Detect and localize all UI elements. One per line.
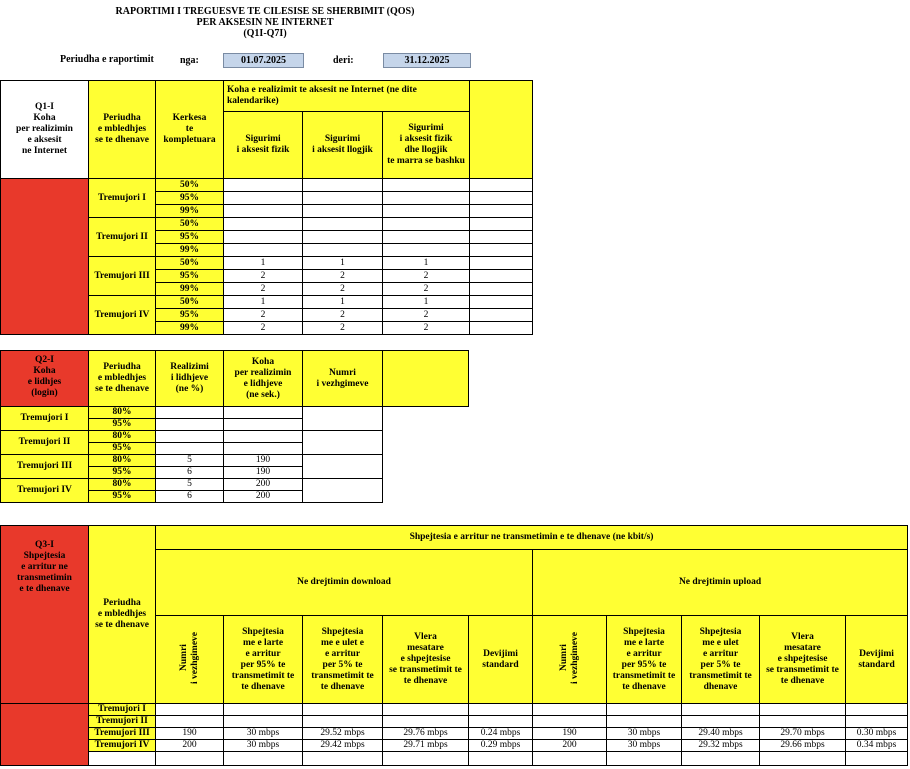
q1-quarter-label: Tremujori III — [89, 257, 156, 296]
q1-extra-cell[interactable] — [470, 218, 533, 231]
report-title-line-3: (Q1I-Q7I) — [243, 28, 287, 39]
q1-percent-cell: 50% — [156, 179, 224, 192]
q3-empty-cell[interactable] — [533, 752, 607, 766]
q3-empty-cell[interactable] — [383, 752, 469, 766]
q3-value-cell[interactable] — [469, 716, 533, 728]
q2-extra-cell[interactable] — [303, 479, 383, 503]
q2-extra-cell[interactable] — [303, 407, 383, 431]
q3-value-cell[interactable]: 29.76 mbps — [383, 728, 469, 740]
period-from-label: nga: — [180, 55, 199, 66]
q1-table — [0, 80, 533, 335]
q3-value-cell[interactable] — [156, 704, 224, 716]
q3-col-period: Periudha e mbledhjes se te dhenave — [89, 526, 156, 704]
q3-value-cell[interactable]: 190 — [533, 728, 607, 740]
q2-quarter-label: Tremujori IV — [1, 479, 89, 503]
q3-ul-col-count: Numri i vezhgimeve — [533, 616, 607, 704]
q1-value-cell[interactable]: 2 — [303, 270, 383, 283]
q3-value-cell[interactable] — [156, 716, 224, 728]
q2-col-time: Koha per realizimin e lidhjeve (ne sek.) — [224, 351, 303, 407]
q1-col-logical: Sigurimi i aksesit llogjik — [303, 112, 383, 179]
q2-count-cell[interactable] — [224, 419, 303, 431]
table-row — [1, 179, 533, 192]
q3-value-cell[interactable] — [224, 716, 303, 728]
q1-value-cell[interactable] — [224, 218, 303, 231]
q1-value-cell[interactable]: 2 — [224, 270, 303, 283]
q1-percent-cell: 99% — [156, 244, 224, 257]
q3-table — [0, 525, 908, 766]
q1-value-cell[interactable] — [303, 231, 383, 244]
q3-quarter-label: Tremujori III — [89, 728, 156, 740]
q1-value-cell[interactable] — [383, 231, 470, 244]
q1-value-cell[interactable] — [383, 179, 470, 192]
q3-value-cell[interactable]: 30 mbps — [224, 740, 303, 752]
q3-value-cell[interactable] — [607, 704, 682, 716]
q3-ul-col-low: Shpejtesia me e ulet e arritur per 5% te transmetimit te dhenave — [682, 616, 760, 704]
q1-percent-cell: 95% — [156, 309, 224, 322]
table-row — [1, 431, 469, 443]
q1-value-cell[interactable] — [224, 179, 303, 192]
report-title — [0, 6, 530, 39]
q1-value-cell[interactable] — [303, 192, 383, 205]
q2-percent-cell: 95% — [89, 419, 156, 431]
q1-percent-cell: 99% — [156, 205, 224, 218]
q2-quarter-label: Tremujori III — [1, 455, 89, 479]
q3-value-cell[interactable] — [760, 704, 846, 716]
q1-value-cell[interactable] — [383, 244, 470, 257]
q1-percent-cell: 99% — [156, 322, 224, 335]
table-row — [1, 479, 469, 491]
q3-dl-col-low: Shpejtesia me e ulet e e arritur per 5% te transmetimit te te dhenave — [303, 616, 383, 704]
q3-value-cell[interactable]: 29.70 mbps — [760, 728, 846, 740]
q3-value-cell[interactable] — [682, 716, 760, 728]
q1-extra-cell[interactable] — [470, 309, 533, 322]
q1-extra-cell[interactable] — [470, 192, 533, 205]
q3-value-cell[interactable]: 200 — [533, 740, 607, 752]
q3-ul-col-avg: Vlera mesatare e shpejtesise se transmetimit te te dhenave — [760, 616, 846, 704]
q2-extra-cell[interactable] — [303, 455, 383, 479]
q3-empty-cell[interactable] — [760, 752, 846, 766]
q1-value-cell[interactable]: 2 — [383, 309, 470, 322]
q2-percent-cell: 80% — [89, 407, 156, 419]
q3-value-cell[interactable]: 29.42 mbps — [303, 740, 383, 752]
q3-value-cell[interactable]: 29.71 mbps — [383, 740, 469, 752]
report-title-line-1: RAPORTIMI I TREGUESVE TE CILESISE SE SHERBIMIT (QOS) — [115, 6, 415, 17]
q2-quarter-label: Tremujori II — [1, 431, 89, 455]
q3-quarter-label: Tremujori II — [89, 716, 156, 728]
q3-value-cell[interactable] — [303, 704, 383, 716]
q2-time-cell[interactable]: 5 — [156, 479, 224, 491]
q1-value-cell[interactable]: 2 — [383, 270, 470, 283]
table-row — [1, 704, 908, 716]
q3-value-cell[interactable]: 0.34 mbps — [846, 740, 908, 752]
q1-col-both: Sigurimi i aksesit fizik dhe llogjik te marra se bashku — [383, 112, 470, 179]
q3-empty-cell[interactable] — [469, 752, 533, 766]
q2-time-cell[interactable] — [156, 431, 224, 443]
q1-code-cell: Q1-I Koha per realizimin e aksesit ne Internet — [1, 81, 89, 179]
q1-value-cell[interactable] — [383, 192, 470, 205]
q1-value-cell[interactable]: 2 — [224, 322, 303, 335]
q1-value-cell[interactable] — [224, 205, 303, 218]
table-row — [1, 455, 469, 467]
q3-value-cell[interactable]: 29.52 mbps — [303, 728, 383, 740]
q2-percent-cell: 95% — [89, 491, 156, 503]
q3-value-cell[interactable] — [607, 716, 682, 728]
q2-time-cell[interactable]: 6 — [156, 467, 224, 479]
q3-value-cell[interactable] — [533, 716, 607, 728]
q3-value-cell[interactable]: 0.29 mbps — [469, 740, 533, 752]
q1-value-cell[interactable]: 2 — [303, 322, 383, 335]
q1-value-cell[interactable]: 2 — [383, 283, 470, 296]
table-row — [1, 740, 908, 752]
q1-percent-cell: 50% — [156, 296, 224, 309]
q3-value-cell[interactable] — [303, 716, 383, 728]
q2-percent-cell: 95% — [89, 443, 156, 455]
q1-value-cell[interactable]: 2 — [303, 283, 383, 296]
table-row-empty — [1, 752, 908, 766]
q3-value-cell[interactable] — [760, 716, 846, 728]
q2-count-cell[interactable] — [224, 407, 303, 419]
q1-red-side-cell — [1, 179, 89, 335]
q1-value-cell[interactable] — [224, 192, 303, 205]
q1-value-cell[interactable]: 1 — [303, 296, 383, 309]
q1-group-header: Koha e realizimit te aksesit ne Internet (ne dite kalendarike) — [224, 81, 470, 112]
q3-upload-header: Ne drejtimin upload — [533, 550, 908, 616]
q1-col-extra — [470, 81, 533, 179]
q1-value-cell[interactable] — [303, 179, 383, 192]
table-row — [1, 716, 908, 728]
q1-col-period: Periudha e mbledhjes se te dhenave — [89, 81, 156, 179]
q3-empty-cell[interactable] — [682, 752, 760, 766]
q3-value-cell[interactable] — [682, 704, 760, 716]
q2-col-count: Numri i vezhgimeve — [303, 351, 383, 407]
q1-percent-cell: 95% — [156, 270, 224, 283]
q3-ul-col-high: Shpejtesia me e larte e arritur per 95% te transmetimit te te dhenave — [607, 616, 682, 704]
q2-time-cell[interactable] — [156, 419, 224, 431]
q1-extra-cell[interactable] — [470, 283, 533, 296]
q3-value-cell[interactable]: 29.40 mbps — [682, 728, 760, 740]
q3-value-cell[interactable]: 30 mbps — [607, 728, 682, 740]
q2-count-cell[interactable] — [224, 443, 303, 455]
q1-value-cell[interactable]: 2 — [383, 322, 470, 335]
table-row — [1, 407, 469, 419]
q1-percent-cell: 50% — [156, 257, 224, 270]
q2-extra-cell[interactable] — [303, 431, 383, 455]
q2-count-cell[interactable]: 190 — [224, 467, 303, 479]
q1-extra-cell[interactable] — [470, 244, 533, 257]
q1-percent-cell: 99% — [156, 283, 224, 296]
q1-quarter-label: Tremujori II — [89, 218, 156, 257]
q1-extra-cell[interactable] — [470, 205, 533, 218]
q3-value-cell[interactable]: 190 — [156, 728, 224, 740]
q3-group-header: Shpejtesia e arritur ne transmetimin e te dhenave (ne kbit/s) — [156, 526, 908, 550]
q2-percent-cell: 80% — [89, 455, 156, 467]
period-to-field[interactable]: 31.12.2025 — [383, 53, 471, 68]
q1-quarter-label: Tremujori I — [89, 179, 156, 218]
q3-value-cell[interactable]: 30 mbps — [224, 728, 303, 740]
q3-dl-col-count: Numri i vezhgimeve — [156, 616, 224, 704]
q1-extra-cell[interactable] — [470, 179, 533, 192]
q2-time-cell[interactable]: 6 — [156, 491, 224, 503]
q1-quarter-label: Tremujori IV — [89, 296, 156, 335]
q1-col-physical: Sigurimi i aksesit fizik — [224, 112, 303, 179]
q1-percent-cell: 95% — [156, 192, 224, 205]
q3-value-cell[interactable] — [846, 716, 908, 728]
q2-col-extra — [383, 351, 469, 407]
q1-value-cell[interactable]: 1 — [224, 257, 303, 270]
q3-value-cell[interactable] — [469, 704, 533, 716]
q3-value-cell[interactable]: 30 mbps — [607, 740, 682, 752]
q1-value-cell[interactable]: 1 — [383, 296, 470, 309]
q1-value-cell[interactable] — [383, 205, 470, 218]
q3-empty-cell[interactable] — [607, 752, 682, 766]
q2-table — [0, 350, 469, 503]
q3-dl-col-std: Devijimi standard — [469, 616, 533, 704]
q2-count-cell[interactable]: 190 — [224, 455, 303, 467]
q1-value-cell[interactable] — [383, 218, 470, 231]
q3-empty-cell[interactable] — [156, 752, 224, 766]
q3-quarter-label: Tremujori IV — [89, 740, 156, 752]
q3-value-cell[interactable] — [533, 704, 607, 716]
q1-col-requests: Kerkesa te kompletuara — [156, 81, 224, 179]
q2-time-cell[interactable] — [156, 407, 224, 419]
q1-value-cell[interactable]: 1 — [224, 296, 303, 309]
q3-ul-col-std: Devijimi standard — [846, 616, 908, 704]
q3-empty-cell[interactable] — [303, 752, 383, 766]
q2-code-cell: Q2-I Koha e lidhjes (login) — [1, 351, 89, 407]
q2-col-period: Periudha e mbledhjes se te dhenave — [89, 351, 156, 407]
q3-red-side-cell — [1, 704, 89, 766]
q2-quarter-label: Tremujori I — [1, 407, 89, 431]
q3-empty-cell[interactable] — [89, 752, 156, 766]
period-to-label: deri: — [333, 55, 354, 66]
q1-value-cell[interactable] — [303, 218, 383, 231]
q3-empty-cell[interactable] — [224, 752, 303, 766]
q3-dl-col-avg: Vlera mesatare e shpejtesise se transmetimit te te dhenave — [383, 616, 469, 704]
q3-code-cell: Q3-I Shpejtesia e arritur ne transmetimin e te dhenave — [1, 526, 89, 704]
q1-percent-cell: 50% — [156, 218, 224, 231]
q3-value-cell[interactable]: 0.30 mbps — [846, 728, 908, 740]
q1-value-cell[interactable]: 2 — [224, 309, 303, 322]
q3-empty-cell[interactable] — [846, 752, 908, 766]
q3-value-cell[interactable]: 29.32 mbps — [682, 740, 760, 752]
q1-value-cell[interactable]: 2 — [303, 309, 383, 322]
q1-percent-cell: 95% — [156, 231, 224, 244]
q3-value-cell[interactable] — [383, 716, 469, 728]
q1-value-cell[interactable] — [303, 244, 383, 257]
q1-value-cell[interactable]: 1 — [383, 257, 470, 270]
table-row — [1, 728, 908, 740]
period-from-field[interactable]: 01.07.2025 — [223, 53, 304, 68]
q2-percent-cell: 95% — [89, 467, 156, 479]
q1-extra-cell[interactable] — [470, 231, 533, 244]
q3-dl-col-high: Shpejtesia me e larte e arritur per 95% te transmetimit te te dhenave — [224, 616, 303, 704]
q1-value-cell[interactable] — [224, 231, 303, 244]
q1-value-cell[interactable] — [224, 244, 303, 257]
q1-extra-cell[interactable] — [470, 270, 533, 283]
q2-percent-cell: 80% — [89, 479, 156, 491]
q1-extra-cell[interactable] — [470, 322, 533, 335]
q3-value-cell[interactable]: 200 — [156, 740, 224, 752]
q2-col-realization: Realizimi i lidhjeve (ne %) — [156, 351, 224, 407]
q2-count-cell[interactable] — [224, 431, 303, 443]
q1-value-cell[interactable] — [303, 205, 383, 218]
q3-download-header: Ne drejtimin download — [156, 550, 533, 616]
q2-count-cell[interactable]: 200 — [224, 479, 303, 491]
q3-value-cell[interactable] — [224, 704, 303, 716]
q1-value-cell[interactable]: 1 — [303, 257, 383, 270]
q3-value-cell[interactable]: 29.66 mbps — [760, 740, 846, 752]
q3-value-cell[interactable] — [846, 704, 908, 716]
q1-value-cell[interactable]: 2 — [224, 283, 303, 296]
report-title-line-2: PER AKSESIN NE INTERNET — [196, 17, 334, 28]
q3-value-cell[interactable]: 0.24 mbps — [469, 728, 533, 740]
q2-time-cell[interactable] — [156, 443, 224, 455]
q2-count-cell[interactable]: 200 — [224, 491, 303, 503]
q1-extra-cell[interactable] — [470, 257, 533, 270]
period-label: Periudha e raportimit — [60, 54, 154, 65]
q2-percent-cell: 80% — [89, 431, 156, 443]
q2-time-cell[interactable]: 5 — [156, 455, 224, 467]
q1-extra-cell[interactable] — [470, 296, 533, 309]
q3-quarter-label: Tremujori I — [89, 704, 156, 716]
q3-value-cell[interactable] — [383, 704, 469, 716]
